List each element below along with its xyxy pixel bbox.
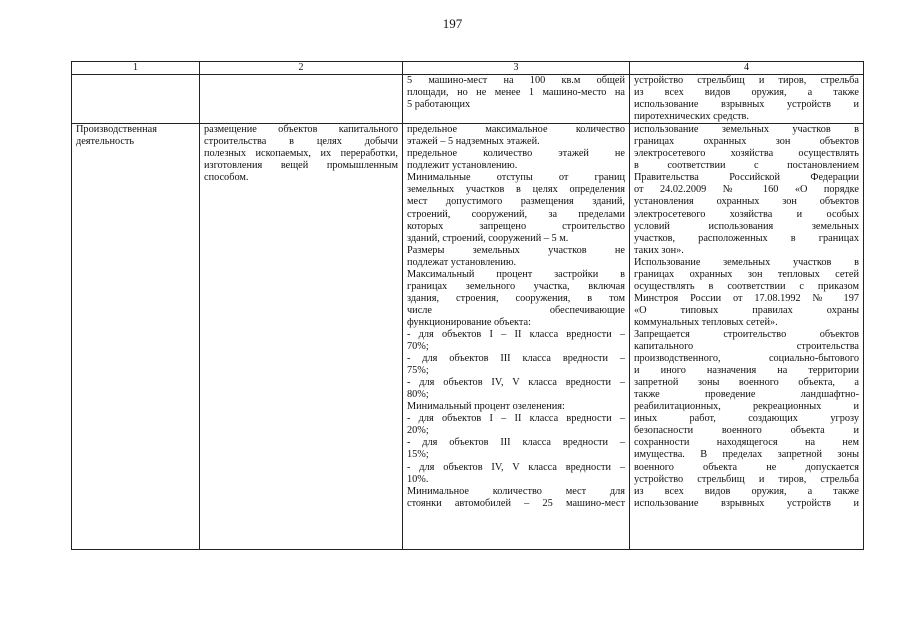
text-line: функционирование объекта: [407, 316, 531, 328]
text-line: Производственная [76, 124, 157, 136]
text-line: капитального строительства [634, 341, 859, 353]
text-line: также проведение ландшафтно- [634, 389, 859, 401]
text-line: стоянки автомобилей – 25 машино-мест [407, 497, 625, 509]
text-line: 75%; [407, 365, 429, 377]
text-line: осуществлять в соответствии с приказом [634, 280, 859, 292]
text-line: площади, но не менее 1 машино-место на [407, 87, 625, 99]
cell-use-type [72, 124, 200, 550]
cell-description [200, 124, 403, 550]
text-line: подлежат установлению. [407, 256, 517, 268]
text-line: условий использования земельных [634, 220, 859, 232]
text-line: полезных ископаемых, их переработки, [204, 148, 398, 160]
text-line: способом. [204, 172, 249, 184]
text-line: Максимальный процент застройки в [407, 268, 625, 280]
text-line: размещение объектов капитального [204, 124, 398, 136]
cell-empty [72, 75, 200, 124]
text-line: безопасности военного объекта и [634, 425, 859, 437]
text-line: иных работ, создающих угрозу [634, 413, 859, 425]
text-line: и иного назначения на территории [634, 365, 859, 377]
text-line: этажей – 5 надземных этажей. [407, 136, 540, 148]
text-line: электросетевого хозяйства и особых [634, 208, 859, 220]
text-line: здания, строения, сооружения, в том [407, 292, 625, 304]
text-line: производственного, социально-бытового [634, 353, 859, 365]
text-line: которых запрещено строительство [407, 220, 625, 232]
text-line: 80%; [407, 389, 429, 401]
text-line: границах охранных зон тепловых сетей [634, 268, 859, 280]
text-line: «О типовых правилах охраны [634, 304, 859, 316]
cell-empty [200, 75, 403, 124]
text-line: установления охранных зон объектов [634, 196, 859, 208]
text-line: устройство стрельбищ и тиров, стрельба [634, 473, 859, 485]
text-line: Размеры земельных участков не [407, 244, 625, 256]
text-line: границах охранных зон объектов [634, 136, 859, 148]
text-line: - для объектов IV, V класса вредности – [407, 461, 625, 473]
text-line: Минстроя России от 17.08.1992 № 197 [634, 292, 859, 304]
text-line: мест допустимого размещения зданий, [407, 196, 625, 208]
text-line: имущества. В пределах запретной зоны [634, 449, 859, 461]
table-header-row [72, 62, 864, 75]
text-line: 10%. [407, 473, 429, 485]
regulations-table [71, 61, 864, 550]
text-line: - для объектов III класса вредности – [407, 353, 625, 365]
text-line: военного объекта не допускается [634, 461, 859, 473]
text-line: границах земельного участка, включая [407, 280, 625, 292]
text-line: использование взрывных устройств и [634, 497, 859, 509]
text-line: 20%; [407, 425, 429, 437]
text-line: Использование земельных участков в [634, 256, 859, 268]
text-line: Правительства Российской Федерации [634, 172, 859, 184]
text-line: Минимальное количество мест для [407, 485, 625, 497]
text-line: устройство стрельбищ и тиров, стрельба [634, 75, 859, 86]
text-line: строительства в целях добычи [204, 136, 398, 148]
text-line: 5 работающих [407, 99, 471, 111]
text-line: запретной зоны военного объекта, а [634, 377, 859, 389]
text-line: из всех видов оружия, а также [634, 485, 859, 497]
text-line: в соответствии с постановлением [634, 160, 859, 172]
column-header: 1 [72, 62, 200, 75]
text-line: Запрещается строительство объектов [634, 328, 859, 340]
text-line: предельное максимальное количество [407, 124, 625, 136]
text-line: 15%; [407, 449, 429, 461]
text-line: из всех видов оружия, а также [634, 87, 859, 99]
text-line: числе обеспечивающие [407, 304, 625, 316]
text-line: коммунальных тепловых сетей». [634, 316, 778, 328]
page-number: 197 [442, 16, 463, 31]
table-row [72, 124, 864, 550]
column-header: 3 [403, 62, 630, 75]
table-row [72, 75, 864, 124]
text-line: - для объектов III класса вредности – [407, 437, 625, 449]
text-line: таких зон». [634, 244, 684, 256]
text-line: - для объектов I – II класса вредности – [407, 413, 625, 425]
text-line: Минимальный процент озеленения: [407, 401, 565, 413]
text-line: деятельность [76, 136, 135, 148]
text-line: предельное количество этажей не [407, 148, 625, 160]
text-line: строений, сооружений, за пределами [407, 208, 625, 220]
text-line: 70%; [407, 341, 429, 353]
cell-restrictions [630, 75, 864, 124]
cell-parameters [403, 124, 630, 550]
text-line: - для объектов I – II класса вредности – [407, 328, 625, 340]
text-line: - для объектов IV, V класса вредности – [407, 377, 625, 389]
text-line: сохранности находящегося на нем [634, 437, 859, 449]
cell-restrictions [630, 124, 864, 550]
text-line: зданий, строений, сооружений – 5 м. [407, 232, 569, 244]
text-line: использование взрывных устройств и [634, 99, 859, 111]
text-line: земельных участков в целях определения [407, 184, 625, 196]
text-line: электросетевого хозяйства осуществлять [634, 148, 859, 160]
text-line: пиротехнических средств. [634, 111, 749, 123]
text-line: использование земельных участков в [634, 124, 859, 136]
column-header: 2 [200, 62, 403, 75]
text-line: изготовления вещей промышленным [204, 160, 398, 172]
text-line: от 24.02.2009 № 160 «О порядке [634, 184, 859, 196]
text-line: Минимальные отступы от границ [407, 172, 625, 184]
text-line: участков, расположенных в границах [634, 232, 859, 244]
text-line: подлежит установлению. [407, 160, 518, 172]
text-line: 5 машино-мест на 100 кв.м общей [407, 75, 625, 86]
column-header: 4 [630, 62, 864, 75]
text-line: реабилитационных, рекреационных и [634, 401, 859, 413]
cell-parameters [403, 75, 630, 124]
